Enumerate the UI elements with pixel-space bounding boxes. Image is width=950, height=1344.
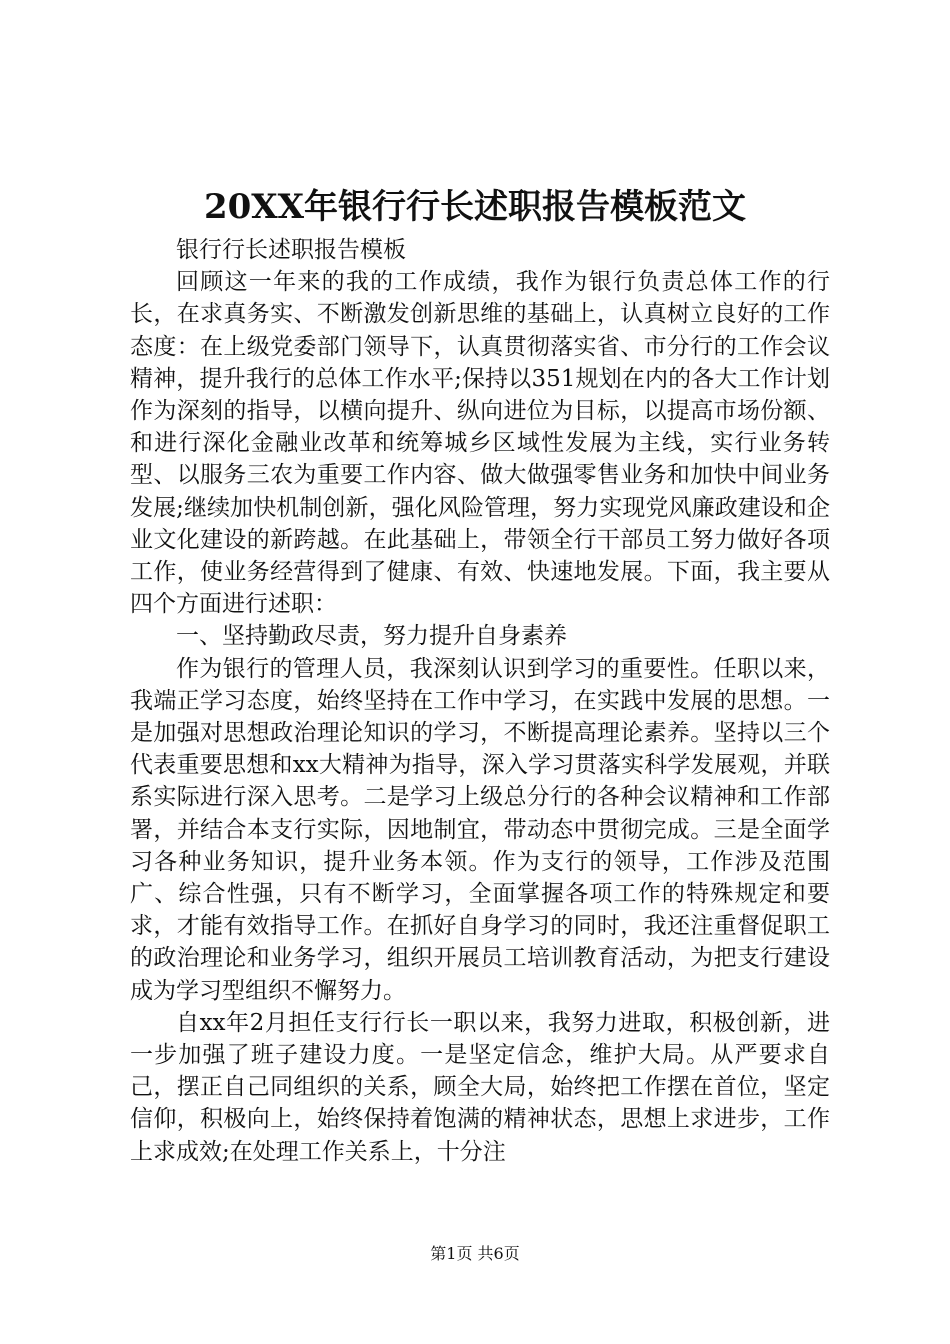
document-body xyxy=(130,234,830,1168)
paragraph-study: 作为银行的管理人员，我深刻认识到学习的重要性。任职以来，我端正学习态度，始终坚持在工作中学习，在实践中发展的思想。一是加强对思想政治理论知识的学习，不断提高理论素养。坚持以三个代表重要思想和xx大精神为指导，深入学习贯落实科学发展观，并联系实际进行深入思考。二是学习上级总分行的各种会议精神和工作部署，并结合本支行实际，因地制宜，带动态中贯彻完成。三是全面学习各种业务知识，提升业务本领。作为支行的领导，工作涉及范围广、综合性强，只有不断学习，全面掌握各项工作的特殊规定和要求，才能有效指导工作。在抓好自身学习的同时，我还注重督促职工的政治理论和业务学习，组织开展员工培训教育活动，为把支行建设成为学习型组织不懈努力。 xyxy=(130,655,830,1004)
page-number-footer: 第1页 共6页 xyxy=(430,1244,520,1263)
document-title: 20XX年银行行长述职报告模板范文 xyxy=(203,187,747,227)
paragraph-team-building: 自xx年2月担任支行行长一职以来，我努力进取，积极创新，进一步加强了班子建设力度。一是坚定信念，维护大局。从严要求自己，摆正自己同组织的关系，顾全大局，始终把工作摆在首位，坚定信仰，积极向上，始终保持着饱满的精神状态，思想上求进步，工作上求成效;在处理工作关系上，十分注 xyxy=(130,1009,830,1165)
section-heading-1: 一、坚持勤政尽责，努力提升自身素养 xyxy=(176,623,567,650)
paragraph-intro: 回顾这一年来的我的工作成绩，我作为银行负责总体工作的行长，在求真务实、不断激发创新思维的基础上，认真树立良好的工作态度：在上级党委部门领导下，认真贯彻落实省、市分行的工作会议精神，提升我行的总体工作水平;保持以351规划在内的各大工作计划作为深刻的指导，以横向提升、纵向进位为目标，以提高市场份额、和进行深化金融业改革和统筹城乡区域性发展为主线，实行业务转型、以服务三农为重要工作内容、做大做强零售业务和加快中间业务发展;继续加快机制创新，强化风险管理，努力实现党风廉政建设和企业文化建设的新跨越。在此基础上，带领全行干部员工努力做好各项工作，使业务经营得到了健康、有效、快速地发展。下面，我主要从四个方面进行述职： xyxy=(130,269,830,618)
paragraph-subtitle: 银行行长述职报告模板 xyxy=(176,237,406,263)
